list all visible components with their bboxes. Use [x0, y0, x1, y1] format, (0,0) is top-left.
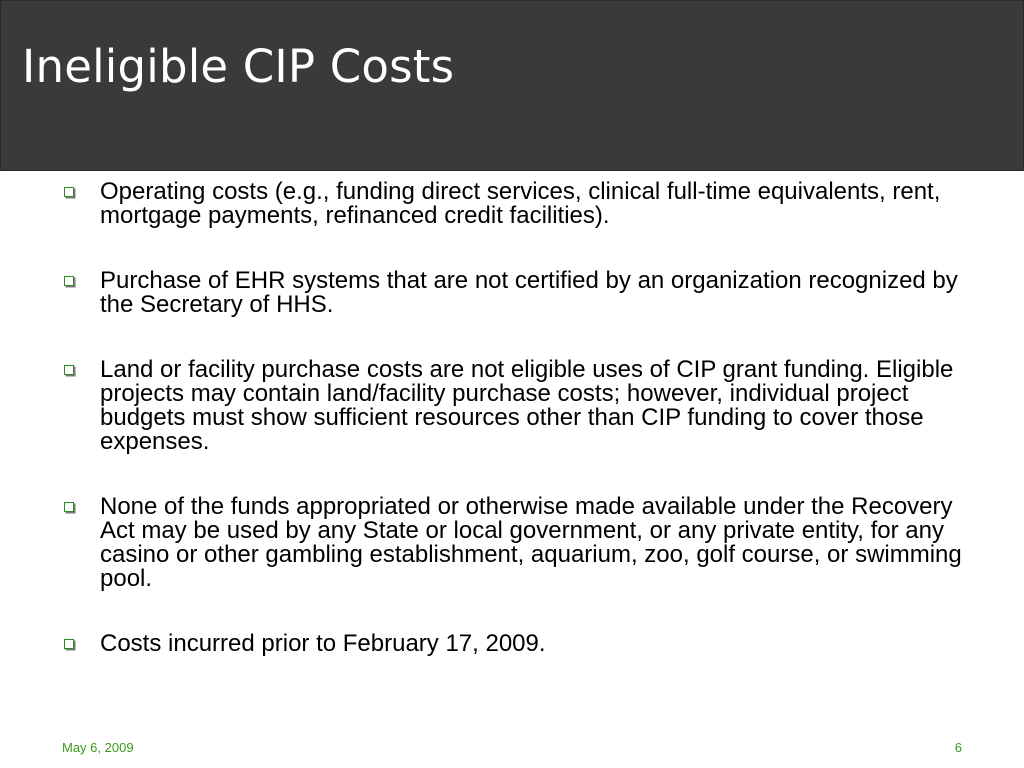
square-bullet-icon — [64, 187, 74, 197]
bullet-item-recovery-act — [62, 495, 962, 591]
bullet-text: Land or facility purchase costs are not eligible uses of CIP grant funding. Eligible projects may contain land/facility purchase costs; however, individual project budgets must show sufficient resources other than CIP funding to cover those expenses. — [100, 356, 954, 455]
bullet-item-ehr-systems — [62, 269, 962, 317]
bullet-item-land-facility — [62, 358, 962, 454]
bullet-text: Operating costs (e.g., funding direct services, clinical full-time equivalents, rent, mortgage payments, refinanced credit facilities). — [100, 178, 941, 229]
bullet-text: Purchase of EHR systems that are not certified by an organization recognized by the Secretary of HHS. — [100, 267, 958, 318]
title-bar — [0, 0, 1024, 171]
bullet-item-prior-costs — [62, 632, 962, 656]
bullet-text: None of the funds appropriated or otherwise made available under the Recovery Act may be used by any State or local government, or any private entity, for any casino or other gambling establishment, aquarium, zoo, golf course, or swimming pool. — [100, 493, 962, 592]
slide-title: Ineligible CIP Costs — [22, 40, 455, 93]
bullet-item-operating-costs — [62, 180, 962, 228]
square-bullet-icon — [64, 276, 74, 286]
bullet-text: Costs incurred prior to February 17, 2009. — [100, 630, 546, 657]
square-bullet-icon — [64, 639, 74, 649]
square-bullet-icon — [64, 365, 74, 375]
footer-page-number: 6 — [954, 740, 962, 755]
bullet-list — [62, 180, 962, 656]
square-bullet-icon — [64, 502, 74, 512]
footer-date: May 6, 2009 — [62, 740, 134, 755]
